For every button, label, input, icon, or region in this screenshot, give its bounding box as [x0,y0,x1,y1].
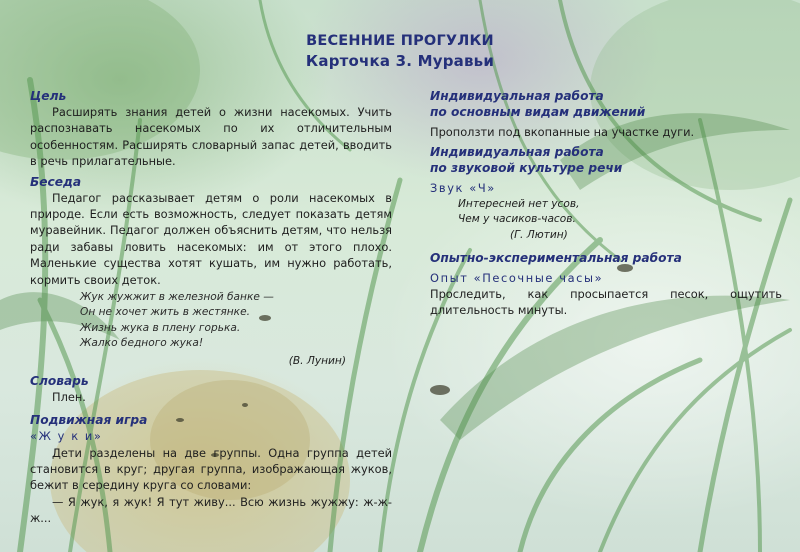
goal-text: Расширять знания детей о жизни насекомых. Учить распознавать насекомых по их отличительным особенностям. Расширять словарный запас детей, вводить в речь прилагательные. [30,105,392,169]
game-heading: Подвижная игра [30,413,148,428]
poem-author: (В. Лунин) [288,354,346,367]
speech-heading-line: по звуковой культуре речи [430,161,623,176]
poem-line: Жалко бедного жука! [80,337,204,350]
experiment-heading: Опытно-экспериментальная работа [430,250,682,265]
game-name: «Ж у к и» [30,429,103,444]
sound-poem [458,197,782,228]
speech-heading [430,144,782,176]
movement-heading [430,88,782,120]
page-title: ВЕСЕННИЕ ПРОГУЛКИ [306,33,494,49]
game-text: Дети разделены на две группы. Одна группа детей становится в круг; другая группа, изображающая жуков, бежит в середину круга со словами: [30,445,392,493]
talk-text: Педагог рассказывает детям о роли насекомых в природе. Если есть возможность, следует показать детям муравейник. Педагог должен объяснить детям, что нельзя ради забавы ловить насекомых: им от этого плохо. Маленькие существа хотят кушать, им нужно работать, кормить своих деток. [30,190,392,287]
sound-label: Звук «Ч» [430,181,496,196]
vocab-text: Плен. [52,389,86,404]
game-quote: — Я жук, я жук! Я тут живу... Всю жизнь жужжу: ж-ж-ж... [30,494,392,526]
experiment-name: Опыт «Песочные часы» [430,270,604,285]
card-title: Карточка 3. Муравьи [305,52,495,70]
movement-heading-line: по основным видам движений [430,105,646,119]
talk-heading: Беседа [30,174,82,189]
vocab-heading: Словарь [30,373,89,388]
speech-heading-line: Индивидуальная работа [430,145,604,160]
goal-heading: Цель [30,89,67,103]
sound-author: (Г. Лютин) [510,228,568,241]
experiment-text: Проследить, как просыпается песок, ощутить длительность минуты. [430,287,782,318]
poem-line: Жук жужжит в железной банке — [80,291,274,304]
poem-line: Интересней нет усов, [458,197,580,210]
poem-line: Жизнь жука в плену горька. [80,321,241,334]
left-column [30,88,392,527]
right-column [430,88,782,319]
movement-text: Проползти под вкопанные на участке дуги. [430,125,695,139]
movement-heading-line: Индивидуальная работа [430,89,604,103]
beetle-poem [80,290,392,352]
poem-line: Чем у часиков-часов. [458,213,576,226]
poem-line: Он не хочет жить в жестянке. [80,306,250,319]
